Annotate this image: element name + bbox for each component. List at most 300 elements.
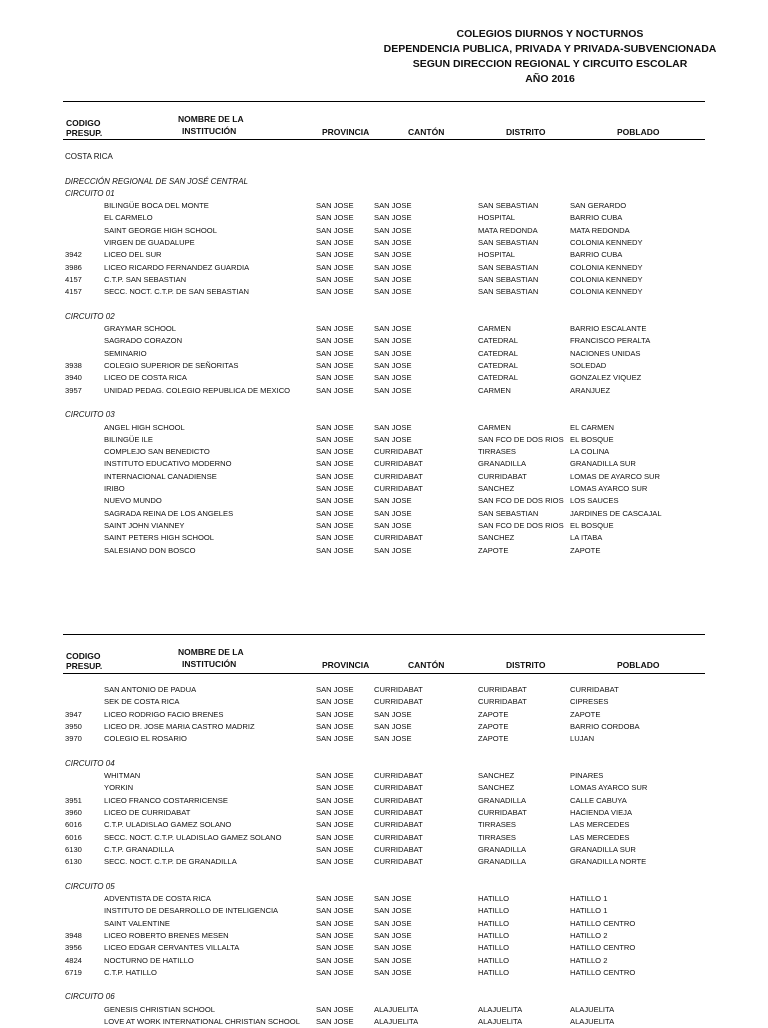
table-row (0, 520, 768, 532)
cell-nombre: VIRGEN DE GUADALUPE (104, 238, 195, 248)
cell-provincia: SAN JOSE (316, 262, 354, 272)
cell-canton: CURRIDABAT (374, 795, 423, 805)
cell-provincia: SAN JOSE (316, 385, 354, 395)
cell-provincia: SAN JOSE (316, 520, 354, 530)
cell-poblado: SAN GERARDO (570, 201, 627, 211)
cell-provincia: SAN JOSE (316, 820, 354, 830)
cell-distrito: HATILLO (478, 906, 510, 916)
cell-nombre: SEMINARIO (104, 348, 147, 358)
cell-codigo: 3951 (65, 795, 82, 805)
table-body (0, 151, 768, 557)
divider (63, 634, 705, 635)
cell-nombre: LICEO RODRIGO FACIO BRENES (104, 709, 224, 719)
cell-poblado: EL BOSQUE (570, 434, 614, 444)
cell-distrito: CURRIDABAT (478, 471, 527, 481)
cell-nombre: NUEVO MUNDO (104, 496, 162, 506)
cell-provincia: SAN JOSE (316, 447, 354, 457)
cell-distrito: ZAPOTE (478, 734, 509, 744)
cell-poblado: ALAJUELITA (570, 1004, 615, 1014)
table-row (0, 434, 768, 446)
cell-canton: ALAJUELITA (374, 1004, 419, 1014)
header-codigo: CODIGO (66, 651, 101, 661)
cell-distrito: HATILLO (478, 955, 510, 965)
title-line: AÑO 2016 (525, 73, 575, 85)
cell-nombre: SAGRADO CORAZON (104, 336, 183, 346)
cell-canton: SAN JOSE (374, 943, 412, 953)
cell-distrito: CATEDRAL (478, 361, 518, 371)
table-row (0, 483, 768, 495)
cell-canton: SAN JOSE (374, 274, 412, 284)
cell-codigo: 3986 (65, 262, 82, 272)
table-row (0, 856, 768, 868)
cell-distrito: SANCHEZ (478, 533, 515, 543)
cell-provincia: SAN JOSE (316, 471, 354, 481)
cell-provincia: SAN JOSE (316, 533, 354, 543)
cell-distrito: ZAPOTE (478, 545, 509, 555)
cell-provincia: SAN JOSE (316, 685, 354, 694)
cell-canton: ALAJUELITA (374, 1017, 419, 1027)
region-label: DIRECCIÓN REGIONAL DE SAN JOSÉ CENTRAL (65, 176, 248, 186)
cell-canton: CURRIDABAT (374, 857, 423, 867)
cell-canton: SAN JOSE (374, 324, 412, 334)
cell-nombre: COMPLEJO SAN BENEDICTO (104, 447, 210, 457)
table-row (0, 372, 768, 384)
cell-canton: SAN JOSE (374, 225, 412, 235)
cell-canton: CURRIDABAT (374, 783, 423, 793)
table-row (0, 508, 768, 520)
cell-nombre: LICEO FRANCO COSTARRICENSE (104, 795, 228, 805)
cell-poblado: COLONIA KENNEDY (570, 238, 643, 248)
cell-canton: CURRIDABAT (374, 807, 423, 817)
table-row (0, 733, 768, 745)
cell-poblado: HATILLO CENTRO (570, 918, 636, 928)
country-label: COSTA RICA (65, 152, 113, 161)
cell-canton: SAN JOSE (374, 361, 412, 371)
cell-nombre: ANGEL HIGH SCHOOL (104, 422, 185, 432)
cell-canton: SAN JOSE (374, 894, 412, 904)
cell-nombre: SEK DE COSTA RICA (104, 697, 180, 707)
cell-canton: SAN JOSE (374, 508, 412, 518)
cell-nombre: EL CARMELO (104, 213, 153, 223)
cell-poblado: LOMAS AYARCO SUR (570, 484, 648, 494)
cell-distrito: TIRRASES (478, 447, 516, 457)
table-row (0, 225, 768, 237)
cell-poblado: LOMAS AYARCO SUR (570, 783, 648, 793)
header-distrito: DISTRITO (506, 660, 546, 670)
table-row (0, 1016, 768, 1028)
table-row (0, 200, 768, 212)
cell-nombre: ADVENTISTA DE COSTA RICA (104, 894, 211, 904)
cell-codigo: 6016 (65, 832, 82, 842)
cell-canton: CURRIDABAT (374, 471, 423, 481)
cell-nombre: GRAYMAR SCHOOL (104, 324, 177, 334)
table-row (0, 893, 768, 905)
cell-provincia: SAN JOSE (316, 225, 354, 235)
cell-distrito: SAN FCO DE DOS RIOS (478, 520, 564, 530)
cell-nombre: LICEO DE COSTA RICA (104, 373, 187, 383)
title-line: SEGUN DIRECCION REGIONAL Y CIRCUITO ESCOLAR (412, 58, 688, 70)
cell-canton: SAN JOSE (374, 213, 412, 223)
cell-nombre: NOCTURNO DE HATILLO (104, 955, 194, 965)
cell-nombre: LICEO DR. JOSE MARIA CASTRO MADRIZ (104, 721, 255, 731)
cell-provincia: SAN JOSE (316, 238, 354, 248)
table-row (0, 471, 768, 483)
cell-poblado: LOMAS DE AYARCO SUR (570, 471, 661, 481)
cell-poblado: ZAPOTE (570, 545, 601, 555)
cell-distrito: GRANADILLA (478, 459, 527, 469)
cell-provincia: SAN JOSE (316, 844, 354, 854)
cell-distrito: GRANADILLA (478, 857, 527, 867)
cell-provincia: SAN JOSE (316, 422, 354, 432)
cell-nombre: LICEO EDGAR CERVANTES VILLALTA (104, 943, 240, 953)
cell-provincia: SAN JOSE (316, 459, 354, 469)
table-row (0, 1004, 768, 1016)
cell-distrito: CURRIDABAT (478, 697, 527, 707)
table-row (0, 237, 768, 249)
cell-nombre: SECC. NOCT. C.T.P. DE SAN SEBASTIAN (104, 287, 250, 297)
cell-canton: CURRIDABAT (374, 533, 423, 543)
cell-poblado: HATILLO CENTRO (570, 967, 636, 977)
cell-codigo: 3948 (65, 930, 82, 940)
cell-nombre: C.T.P. ULADISLAO GAMEZ SOLANO (104, 820, 232, 830)
cell-canton: CURRIDABAT (374, 447, 423, 457)
cell-provincia: SAN JOSE (316, 213, 354, 223)
cell-poblado: EL CARMEN (570, 422, 615, 432)
cell-distrito: TIRRASES (478, 832, 516, 842)
cell-provincia: SAN JOSE (316, 857, 354, 867)
circuit-label: CIRCUITO 02 (65, 311, 115, 321)
cell-poblado: BARRIO CORDOBA (570, 721, 640, 731)
cell-nombre: WHITMAN (104, 771, 141, 781)
cell-distrito: SAN SEBASTIAN (478, 238, 539, 248)
cell-nombre: SALESIANO DON BOSCO (104, 545, 196, 555)
circuit-label: CIRCUITO 04 (65, 758, 115, 768)
cell-canton: SAN JOSE (374, 250, 412, 260)
header-presup: PRESUP. (66, 661, 103, 671)
cell-distrito: SANCHEZ (478, 771, 515, 781)
cell-poblado: HATILLO CENTRO (570, 943, 636, 953)
cell-provincia: SAN JOSE (316, 894, 354, 904)
cell-canton: SAN JOSE (374, 520, 412, 530)
cell-nombre: IRIBO (104, 484, 125, 494)
cell-poblado: PINARES (570, 771, 604, 781)
header-provincia: PROVINCIA (322, 660, 370, 670)
circuit-label: CIRCUITO 06 (65, 992, 115, 1002)
table-row (0, 348, 768, 360)
cell-poblado: GONZALEZ VIQUEZ (570, 373, 642, 383)
cell-provincia: SAN JOSE (316, 697, 354, 707)
header-poblado: POBLADO (617, 660, 660, 670)
cell-canton: SAN JOSE (374, 709, 412, 719)
cell-distrito: SAN SEBASTIAN (478, 274, 539, 284)
cell-distrito: HATILLO (478, 943, 510, 953)
cell-poblado: LAS MERCEDES (570, 832, 630, 842)
cell-codigo: 3957 (65, 385, 82, 395)
table-row (0, 385, 768, 397)
table-row (0, 955, 768, 967)
cell-nombre: SECC. NOCT. C.T.P. ULADISLAO GAMEZ SOLANO (104, 832, 282, 842)
header-institucion: INSTITUCIÓN (182, 126, 237, 136)
divider (63, 139, 705, 140)
cell-nombre: C.T.P. SAN SEBASTIAN (104, 274, 187, 284)
cell-canton: SAN JOSE (374, 287, 412, 297)
table-row (0, 807, 768, 819)
cell-canton: SAN JOSE (374, 734, 412, 744)
cell-provincia: SAN JOSE (316, 721, 354, 731)
table-row (0, 360, 768, 372)
table-row (0, 832, 768, 844)
table-row (0, 918, 768, 930)
cell-provincia: SAN JOSE (316, 734, 354, 744)
table-row (0, 262, 768, 274)
cell-poblado: LUJAN (570, 734, 595, 744)
cell-canton: SAN JOSE (374, 930, 412, 940)
cell-nombre: LICEO ROBERTO BRENES MESEN (104, 930, 229, 940)
cell-nombre: SAN ANTONIO DE PADUA (104, 685, 197, 694)
cell-nombre: SAINT JOHN VIANNEY (104, 520, 185, 530)
table-row (0, 323, 768, 335)
table-row (0, 844, 768, 856)
cell-provincia: SAN JOSE (316, 373, 354, 383)
cell-canton: CURRIDABAT (374, 685, 423, 694)
cell-nombre: LOVE AT WORK INTERNATIONAL CHRISTIAN SCHOOL (104, 1017, 300, 1027)
table-row (0, 696, 768, 708)
cell-poblado: CALLE CABUYA (570, 795, 627, 805)
cell-nombre: BILINGÜE BOCA DEL MONTE (104, 201, 209, 211)
header-canton: CANTÓN (408, 127, 445, 137)
cell-distrito: CARMEN (478, 422, 511, 432)
cell-nombre: INTERNACIONAL CANADIENSE (104, 471, 217, 481)
cell-distrito: CATEDRAL (478, 373, 518, 383)
cell-provincia: SAN JOSE (316, 274, 354, 284)
cell-poblado: BARRIO CUBA (570, 213, 623, 223)
cell-distrito: SAN SEBASTIAN (478, 508, 539, 518)
table-row (0, 930, 768, 942)
cell-canton: SAN JOSE (374, 967, 412, 977)
cell-canton: SAN JOSE (374, 496, 412, 506)
header-provincia: PROVINCIA (322, 127, 370, 137)
header-institucion: INSTITUCIÓN (182, 659, 237, 669)
cell-distrito: ZAPOTE (478, 721, 509, 731)
header-codigo: CODIGO (66, 118, 101, 128)
cell-poblado: GRANADILLA SUR (570, 459, 636, 469)
cell-provincia: SAN JOSE (316, 832, 354, 842)
cell-provincia: SAN JOSE (316, 545, 354, 555)
cell-provincia: SAN JOSE (316, 918, 354, 928)
cell-canton: SAN JOSE (374, 721, 412, 731)
header-canton: CANTÓN (408, 660, 445, 670)
table-row (0, 286, 768, 298)
cell-provincia: SAN JOSE (316, 361, 354, 371)
cell-poblado: MATA REDONDA (570, 225, 630, 235)
cell-provincia: SAN JOSE (316, 336, 354, 346)
table-row (0, 495, 768, 507)
table-body (0, 684, 768, 1028)
circuit-label: CIRCUITO 05 (65, 881, 115, 891)
cell-provincia: SAN JOSE (316, 709, 354, 719)
cell-poblado: CURRIDABAT (570, 685, 619, 694)
cell-distrito: SAN SEBASTIAN (478, 201, 539, 211)
cell-distrito: ALAJUELITA (478, 1017, 523, 1027)
cell-canton: CURRIDABAT (374, 771, 423, 781)
cell-codigo: 6719 (65, 967, 82, 977)
cell-nombre: SAINT VALENTINE (104, 918, 170, 928)
cell-distrito: HATILLO (478, 894, 510, 904)
cell-canton: CURRIDABAT (374, 844, 423, 854)
cell-poblado: CIPRESES (570, 697, 609, 707)
table-row (0, 532, 768, 544)
cell-poblado: LA ITABA (570, 533, 603, 543)
cell-codigo: 3940 (65, 373, 82, 383)
cell-nombre: UNIDAD PEDAG. COLEGIO REPUBLICA DE MEXICO (104, 385, 291, 395)
header-presup: PRESUP. (66, 128, 103, 138)
header-distrito: DISTRITO (506, 127, 546, 137)
table-row (0, 819, 768, 831)
cell-nombre: LICEO DEL SUR (104, 250, 162, 260)
cell-canton: SAN JOSE (374, 906, 412, 916)
cell-poblado: ALAJUELITA (570, 1017, 615, 1027)
cell-provincia: SAN JOSE (316, 930, 354, 940)
cell-provincia: SAN JOSE (316, 287, 354, 297)
cell-distrito: ZAPOTE (478, 709, 509, 719)
cell-nombre: SECC. NOCT. C.T.P. DE GRANADILLA (104, 857, 237, 867)
cell-provincia: SAN JOSE (316, 771, 354, 781)
header-nombre: NOMBRE DE LA (178, 114, 244, 124)
cell-canton: CURRIDABAT (374, 484, 423, 494)
header-poblado: POBLADO (617, 127, 660, 137)
table-row (0, 721, 768, 733)
cell-canton: SAN JOSE (374, 262, 412, 272)
cell-provincia: SAN JOSE (316, 955, 354, 965)
cell-distrito: HATILLO (478, 967, 510, 977)
cell-poblado: GRANADILLA NORTE (570, 857, 647, 867)
cell-codigo: 3950 (65, 721, 82, 731)
cell-distrito: HATILLO (478, 918, 510, 928)
cell-codigo: 6130 (65, 857, 82, 867)
table-row (0, 422, 768, 434)
table-row (0, 274, 768, 286)
header-nombre: NOMBRE DE LA (178, 647, 244, 657)
table-row (0, 967, 768, 979)
table-row (0, 709, 768, 721)
cell-provincia: SAN JOSE (316, 496, 354, 506)
cell-distrito: ALAJUELITA (478, 1004, 523, 1014)
cell-canton: SAN JOSE (374, 201, 412, 211)
cell-codigo: 6016 (65, 820, 82, 830)
cell-canton: SAN JOSE (374, 422, 412, 432)
cell-canton: SAN JOSE (374, 336, 412, 346)
cell-distrito: CARMEN (478, 324, 511, 334)
cell-poblado: LA COLINA (570, 447, 610, 457)
cell-codigo: 3960 (65, 807, 82, 817)
cell-provincia: SAN JOSE (316, 348, 354, 358)
circuit-label: CIRCUITO 01 (65, 188, 115, 198)
cell-provincia: SAN JOSE (316, 201, 354, 211)
cell-provincia: SAN JOSE (316, 250, 354, 260)
cell-nombre: COLEGIO EL ROSARIO (104, 734, 187, 744)
cell-poblado: HATILLO 2 (570, 930, 608, 940)
cell-canton: CURRIDABAT (374, 459, 423, 469)
cell-poblado: SOLEDAD (570, 361, 607, 371)
cell-poblado: BARRIO ESCALANTE (570, 324, 647, 334)
circuit-label: CIRCUITO 03 (65, 410, 115, 420)
cell-distrito: SANCHEZ (478, 783, 515, 793)
cell-provincia: SAN JOSE (316, 906, 354, 916)
cell-distrito: HATILLO (478, 930, 510, 940)
table-row (0, 770, 768, 782)
cell-poblado: FRANCISCO PERALTA (570, 336, 651, 346)
cell-distrito: SANCHEZ (478, 484, 515, 494)
cell-poblado: HATILLO 1 (570, 894, 608, 904)
cell-codigo: 3942 (65, 250, 82, 260)
cell-distrito: CURRIDABAT (478, 685, 527, 694)
cell-provincia: SAN JOSE (316, 1004, 354, 1014)
cell-canton: SAN JOSE (374, 955, 412, 965)
cell-canton: SAN JOSE (374, 238, 412, 248)
divider (63, 101, 705, 102)
cell-canton: SAN JOSE (374, 373, 412, 383)
cell-canton: SAN JOSE (374, 434, 412, 444)
cell-poblado: COLONIA KENNEDY (570, 274, 643, 284)
table-row (0, 905, 768, 917)
cell-codigo: 3947 (65, 709, 82, 719)
cell-poblado: COLONIA KENNEDY (570, 287, 643, 297)
cell-canton: SAN JOSE (374, 545, 412, 555)
cell-poblado: NACIONES UNIDAS (570, 348, 641, 358)
cell-provincia: SAN JOSE (316, 807, 354, 817)
table-row (0, 684, 768, 696)
title-line: DEPENDENCIA PUBLICA, PRIVADA Y PRIVADA-SUBVENCIONADA (383, 43, 717, 55)
cell-distrito: GRANADILLA (478, 795, 527, 805)
table-row (0, 458, 768, 470)
cell-poblado: JARDINES DE CASCAJAL (570, 508, 662, 518)
cell-distrito: SAN FCO DE DOS RIOS (478, 496, 564, 506)
cell-provincia: SAN JOSE (316, 943, 354, 953)
cell-poblado: ZAPOTE (570, 709, 601, 719)
cell-nombre: C.T.P. HATILLO (104, 967, 157, 977)
cell-poblado: LAS MERCEDES (570, 820, 630, 830)
cell-provincia: SAN JOSE (316, 484, 354, 494)
cell-distrito: CARMEN (478, 385, 511, 395)
cell-poblado: LOS SAUCES (570, 496, 619, 506)
cell-distrito: SAN SEBASTIAN (478, 287, 539, 297)
cell-canton: CURRIDABAT (374, 832, 423, 842)
cell-poblado: BARRIO CUBA (570, 250, 623, 260)
cell-provincia: SAN JOSE (316, 795, 354, 805)
cell-codigo: 6130 (65, 844, 82, 854)
cell-poblado: HATILLO 2 (570, 955, 608, 965)
cell-nombre: SAGRADA REINA DE LOS ANGELES (104, 508, 234, 518)
cell-nombre: SAINT PETERS HIGH SCHOOL (104, 533, 214, 543)
cell-nombre: C.T.P. GRANADILLA (104, 844, 174, 854)
cell-poblado: GRANADILLA SUR (570, 844, 636, 854)
cell-poblado: ARANJUEZ (570, 385, 611, 395)
cell-codigo: 3956 (65, 943, 82, 953)
cell-nombre: LICEO RICARDO FERNANDEZ GUARDIA (104, 262, 250, 272)
table-row (0, 942, 768, 954)
cell-distrito: MATA REDONDA (478, 225, 538, 235)
cell-distrito: HOSPITAL (478, 213, 515, 223)
cell-provincia: SAN JOSE (316, 508, 354, 518)
cell-distrito: SAN FCO DE DOS RIOS (478, 434, 564, 444)
cell-codigo: 3938 (65, 361, 82, 371)
cell-poblado: HATILLO 1 (570, 906, 608, 916)
cell-distrito: GRANADILLA (478, 844, 527, 854)
cell-nombre: SAINT GEORGE HIGH SCHOOL (104, 225, 217, 235)
cell-codigo: 4157 (65, 287, 82, 297)
cell-provincia: SAN JOSE (316, 434, 354, 444)
cell-nombre: INSTITUTO DE DESARROLLO DE INTELIGENCIA (104, 906, 279, 916)
